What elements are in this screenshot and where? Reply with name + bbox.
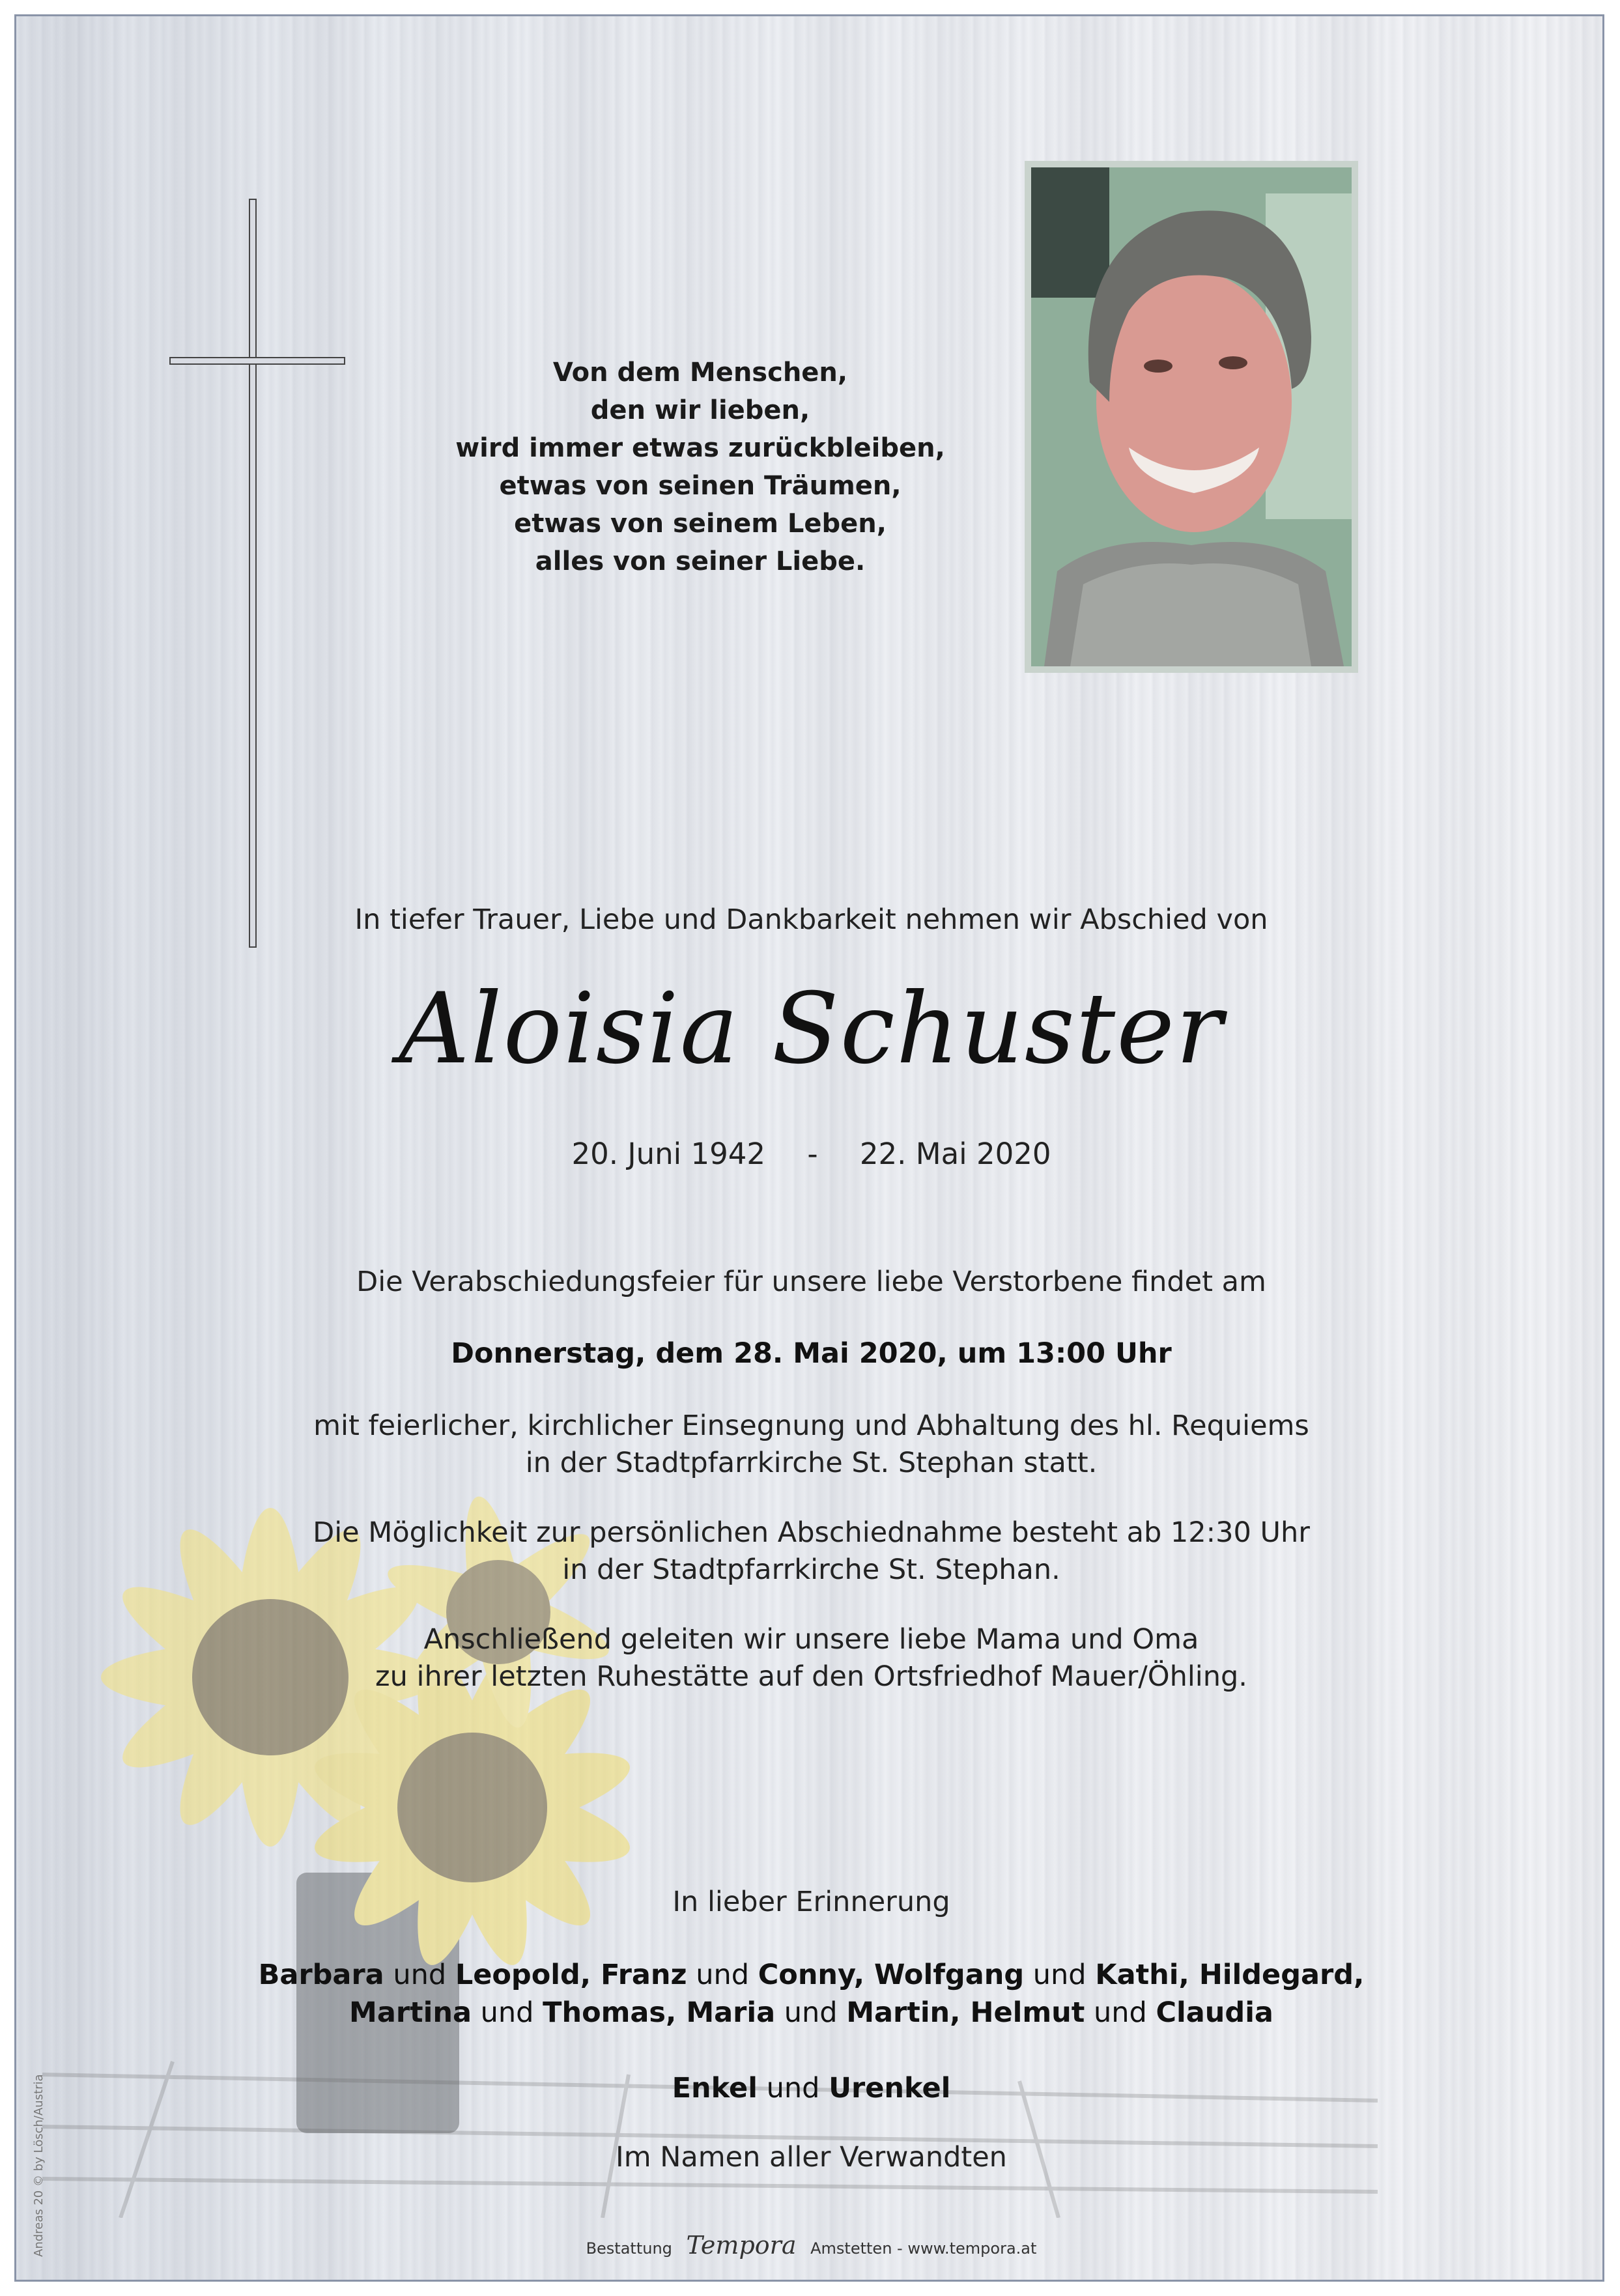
burial-info (16, 1621, 1604, 1695)
grandchildren-label: Enkel (672, 2072, 758, 2105)
burial-line: Anschließend geleiten wir unsere liebe Mama und Oma (423, 1623, 1199, 1656)
portrait-frame (1025, 161, 1358, 673)
family-member-name: Barbara (258, 1959, 384, 1991)
memory-heading: In lieber Erinnerung (672, 1886, 950, 1918)
funeral-home-footer (16, 2231, 1604, 2260)
ceremony-details-line: mit feierlicher, kirchlicher Einsegnung und Abhaltung des hl. Requiems (313, 1410, 1309, 1442)
date-separator: - (807, 1137, 818, 1171)
family-line-1 (16, 1956, 1604, 1994)
life-dates (16, 1137, 1604, 1171)
portrait-photo (1031, 167, 1352, 666)
quote-line: den wir lieben, (590, 395, 810, 425)
family-member-name: Kathi, Hildegard, (1095, 1959, 1365, 1991)
family-conjunction: und (471, 1996, 543, 2029)
footer-prefix: Bestattung (586, 2239, 672, 2258)
obituary-page (14, 14, 1604, 2282)
family-conjunction: und (1085, 1996, 1156, 2029)
cross-horizontal-bar (169, 357, 345, 365)
family-member-name: Thomas, Maria (543, 1996, 776, 2029)
grandchildren-and: und (757, 2072, 829, 2105)
family-conjunction: und (1024, 1959, 1096, 1991)
family-member-name: Martin, Helmut (846, 1996, 1085, 2029)
quote-line: alles von seiner Liebe. (535, 546, 866, 576)
burial-line: zu ihrer letzten Ruhestätte auf den Ortsfriedhof Mauer/Öhling. (375, 1660, 1247, 1693)
family-conjunction: und (687, 1959, 758, 1991)
grandchildren (16, 2072, 1604, 2105)
great-grandchildren-label: Urenkel (829, 2072, 951, 2105)
ceremony-details-line: in der Stadtpfarrkirche St. Stephan statt. (525, 1447, 1098, 1479)
farewell-line: Die Möglichkeit zur persönlichen Abschiednahme besteht ab 12:30 Uhr (313, 1516, 1310, 1549)
footer-brand-logo: Tempora (686, 2231, 797, 2260)
family-member-name: Leopold, Franz (455, 1959, 687, 1991)
quote-line: etwas von seinem Leben, (514, 509, 887, 539)
design-credit: Andreas 20 © by Lösch/Austria (32, 2074, 46, 2257)
family-member-name: Claudia (1156, 1996, 1273, 2029)
family-conjunction: und (775, 1996, 847, 2029)
family-member-name: Conny, Wolfgang (758, 1959, 1025, 1991)
quote-line: wird immer etwas zurückbleiben, (455, 433, 945, 463)
memorial-quote (381, 354, 1019, 580)
birth-date: 20. Juni 1942 (571, 1137, 766, 1171)
portrait-illustration (1031, 167, 1352, 666)
death-date: 22. Mai 2020 (859, 1137, 1051, 1171)
footer-suffix: Amstetten - www.tempora.at (810, 2239, 1037, 2258)
ceremony-intro: Die Verabschiedungsfeier für unsere liebe Verstorbene findet am (356, 1266, 1266, 1298)
farewell-line: in der Stadtpfarrkirche St. Stephan. (562, 1553, 1060, 1586)
deceased-name: Aloisia Schuster (399, 972, 1224, 1086)
ceremony-details (16, 1408, 1604, 1482)
family-conjunction: und (384, 1959, 455, 1991)
relatives-line: Im Namen aller Verwandten (616, 2141, 1007, 2174)
cross-vertical-bar (249, 199, 257, 948)
family-line-2 (16, 1994, 1604, 2032)
family-names (16, 1956, 1604, 2032)
quote-line: Von dem Menschen, (552, 358, 848, 388)
intro-text: In tiefer Trauer, Liebe und Dankbarkeit nehmen wir Abschied von (354, 903, 1268, 936)
ceremony-date: Donnerstag, dem 28. Mai 2020, um 13:00 Uhr (451, 1337, 1172, 1370)
farewell-info (16, 1514, 1604, 1589)
quote-line: etwas von seinen Träumen, (499, 471, 902, 501)
family-member-name: Martina (349, 1996, 472, 2029)
